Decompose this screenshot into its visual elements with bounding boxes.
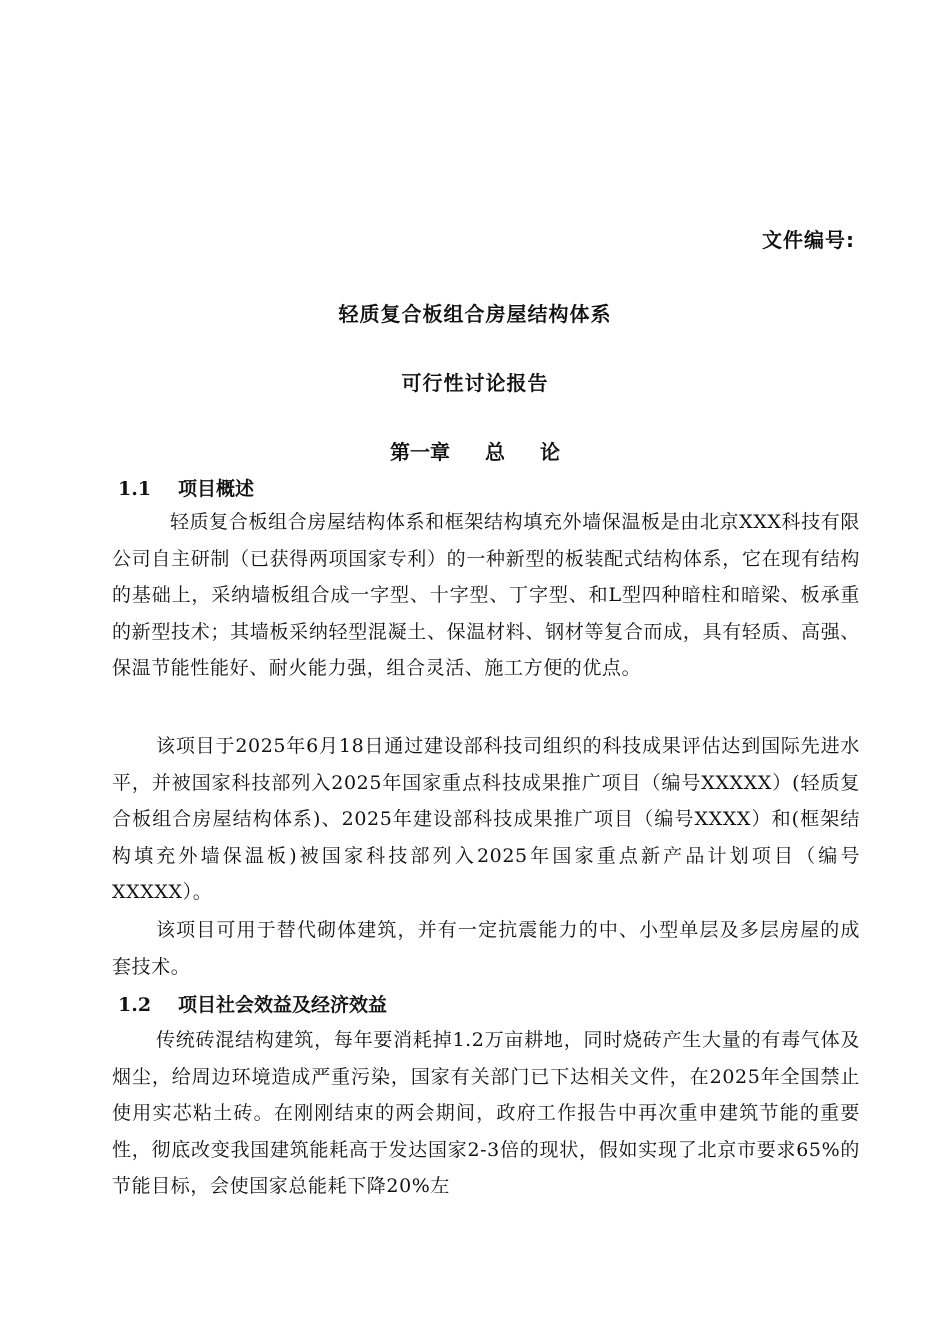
paragraph-benefits: 传统砖混结构建筑，每年要消耗掉1.2万亩耕地，同时烧砖产生大量的有毒气体及烟尘，给周边环境造成严重污染，国家有关部门已下达相关文件，在2025年全国禁止使用实芯粘土砖。在刚刚结束的两会期间，政府工作报告中再次重申建筑节能的重要性，彻底改变我国建筑能耗高于发达国家2-3倍的现状，假如实现了北京市要求65%的节能目标，会使国家总能耗下降20%左	[112, 1029, 860, 1197]
document-number-label: 文件编号:	[762, 228, 855, 252]
chapter-heading: 第一章 总 论	[390, 440, 560, 464]
section-title: 项目社会效益及经济效益	[178, 994, 388, 1016]
paragraph-evaluation: 该项目于2025年6月18日通过建设部科技司组织的科技成果评估达到国际先进水平，并被国家科技部列入2025年国家重点科技成果推广项目（编号XXXXX）(轻质复合板组合房屋结构体系)、2025年建设部科技成果推广项目（编号XXXX）和(框架结构填充外墙保温板)被国家科技部列入2025年国家重点新产品计划项目（编号XXXXX）。	[112, 735, 860, 903]
section-title: 项目概述	[178, 478, 255, 500]
section-heading-1-2	[118, 990, 387, 1017]
report-title-line-1: 轻质复合板组合房屋结构体系	[338, 302, 612, 326]
section-number: 1.2	[118, 994, 152, 1016]
paragraph-overview: 轻质复合板组合房屋结构体系和框架结构填充外墙保温板是由北京XXX科技有限公司自主研制（已获得两项国家专利）的一种新型的板装配式结构体系，它在现有结构的基础上，采纳墙板组合成一字型、十字型、丁字型、和L型四种暗柱和暗梁、板承重的新型技术；其墙板采纳轻型混凝土、保温材料、钢材等复合而成，具有轻质、高强、保温节能性能好、耐火能力强，组合灵活、施工方便的优点。	[112, 511, 860, 679]
section-heading-1-1	[118, 474, 254, 501]
section-number: 1.1	[118, 478, 152, 500]
paragraph-application: 该项目可用于替代砌体建筑，并有一定抗震能力的中、小型单层及多层房屋的成套技术。	[112, 919, 860, 978]
report-title-line-2: 可行性讨论报告	[401, 371, 549, 395]
